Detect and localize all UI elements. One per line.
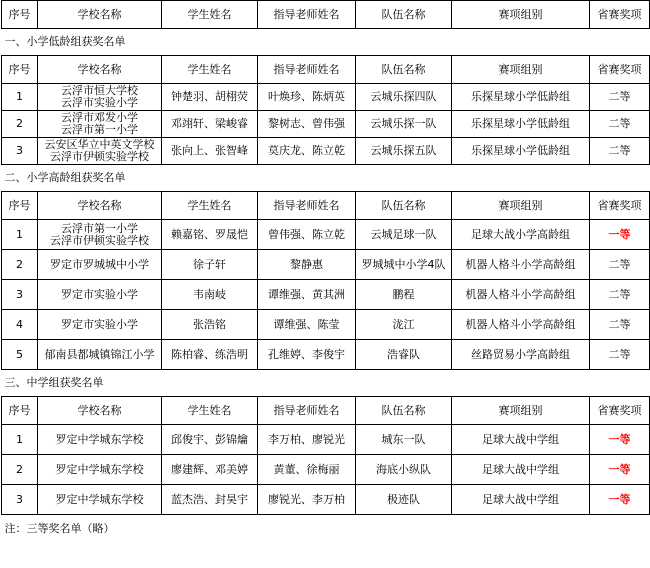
- cell-award: 二等: [590, 280, 650, 310]
- cell-no: 3: [2, 280, 38, 310]
- header-no: 序号: [2, 192, 38, 220]
- header-student: 学生姓名: [162, 1, 258, 29]
- school-name: 云浮市实验小学: [61, 96, 138, 109]
- cell-no: 1: [2, 220, 38, 250]
- cell-event: 足球大战中学组: [452, 485, 590, 515]
- cell-school: [38, 340, 162, 370]
- cell-award: 二等: [590, 84, 650, 111]
- cell-event: 乐探星球小学低龄组: [452, 111, 590, 138]
- cell-award: 二等: [590, 310, 650, 340]
- award-table-body: [2, 1, 650, 544]
- school-name: 郁南县都城镇锦江小学: [44, 347, 155, 361]
- header-event: 赛项组别: [452, 397, 590, 425]
- header-team: 队伍名称: [356, 56, 452, 84]
- table-header-row: [2, 56, 650, 84]
- cell-teacher: 黄董、徐梅丽: [258, 455, 356, 485]
- cell-event: 机器人格斗小学高龄组: [452, 310, 590, 340]
- header-team: 队伍名称: [356, 192, 452, 220]
- table-row: [2, 250, 650, 280]
- cell-student: 张向上、张智峰: [162, 138, 258, 165]
- cell-team: 鹏程: [356, 280, 452, 310]
- header-award: 省赛奖项: [590, 397, 650, 425]
- cell-team: 云城乐探五队: [356, 138, 452, 165]
- cell-school: [38, 250, 162, 280]
- cell-team: 浩睿队: [356, 340, 452, 370]
- cell-student: 赖嘉铭、罗晟恺: [162, 220, 258, 250]
- cell-team: 云城足球一队: [356, 220, 452, 250]
- cell-team: 海底小纵队: [356, 455, 452, 485]
- header-no: 序号: [2, 397, 38, 425]
- cell-student: 徐子轩: [162, 250, 258, 280]
- table-row: [2, 138, 650, 165]
- header-teacher: 指导老师姓名: [258, 397, 356, 425]
- cell-school: [38, 138, 162, 165]
- header-student: 学生姓名: [162, 397, 258, 425]
- cell-team: 城东一队: [356, 425, 452, 455]
- cell-team: 云城乐探一队: [356, 111, 452, 138]
- header-school: 学校名称: [38, 1, 162, 29]
- cell-teacher: 叶焕珍、陈炳英: [258, 84, 356, 111]
- cell-teacher: 谭维强、黄其洲: [258, 280, 356, 310]
- table-row: [2, 310, 650, 340]
- cell-no: 4: [2, 310, 38, 340]
- header-team: 队伍名称: [356, 1, 452, 29]
- cell-student: 廖建辉、邓美婷: [162, 455, 258, 485]
- note-row: [2, 515, 650, 544]
- header-award: 省赛奖项: [590, 1, 650, 29]
- cell-award: 二等: [590, 250, 650, 280]
- cell-teacher: 黎静惠: [258, 250, 356, 280]
- cell-teacher: 黎树志、曾伟强: [258, 111, 356, 138]
- cell-event: 机器人格斗小学高龄组: [452, 280, 590, 310]
- school-name: 云安区华立中英文学校: [44, 138, 155, 151]
- table-row: [2, 455, 650, 485]
- cell-award: 二等: [590, 340, 650, 370]
- table-row: [2, 340, 650, 370]
- header-team: 队伍名称: [356, 397, 452, 425]
- section-title-row: [2, 370, 650, 397]
- header-teacher: 指导老师姓名: [258, 1, 356, 29]
- cell-school: [38, 310, 162, 340]
- cell-event: 机器人格斗小学高龄组: [452, 250, 590, 280]
- header-event: 赛项组别: [452, 56, 590, 84]
- header-school: 学校名称: [38, 397, 162, 425]
- note-text: 注：三等奖名单（略）: [4, 522, 115, 535]
- award-table: [1, 0, 650, 543]
- cell-no: 1: [2, 84, 38, 111]
- cell-no: 2: [2, 111, 38, 138]
- cell-student: 邓翊轩、梁峻睿: [162, 111, 258, 138]
- header-no: 序号: [2, 1, 38, 29]
- header-no: 序号: [2, 56, 38, 84]
- school-name: 云浮市伊顿实验学校: [50, 233, 149, 247]
- cell-no: 3: [2, 485, 38, 515]
- cell-student: 邱俊宇、彭锦爚: [162, 425, 258, 455]
- school-name: 云浮市恒大学校: [61, 84, 138, 97]
- cell-award: 一等: [590, 455, 650, 485]
- table-header-row: [2, 397, 650, 425]
- header-school: 学校名称: [38, 192, 162, 220]
- cell-team: 泷江: [356, 310, 452, 340]
- cell-no: 2: [2, 250, 38, 280]
- school-name: 云浮市第一小学: [61, 123, 138, 136]
- table-row: [2, 84, 650, 111]
- cell-award: 二等: [590, 138, 650, 165]
- cell-no: 2: [2, 455, 38, 485]
- cell-no: 1: [2, 425, 38, 455]
- section-title: 二、小学高龄组获奖名单: [2, 165, 650, 192]
- cell-school: [38, 485, 162, 515]
- cell-school: [38, 455, 162, 485]
- cell-school: [38, 84, 162, 111]
- header-teacher: 指导老师姓名: [258, 56, 356, 84]
- cell-teacher: 廖锐光、李万柏: [258, 485, 356, 515]
- cell-student: 张浩铭: [162, 310, 258, 340]
- header-event: 赛项组别: [452, 1, 590, 29]
- cell-event: 乐探星球小学低龄组: [452, 84, 590, 111]
- table-row: [2, 111, 650, 138]
- cell-award: 一等: [590, 220, 650, 250]
- cell-no: 3: [2, 138, 38, 165]
- section-title: 三、中学组获奖名单: [2, 370, 650, 397]
- school-name: 罗定中学城东学校: [55, 462, 144, 476]
- section-title-row: [2, 29, 650, 56]
- cell-event: 丝路贸易小学高龄组: [452, 340, 590, 370]
- header-award: 省赛奖项: [590, 192, 650, 220]
- section-title-row: [2, 165, 650, 192]
- cell-team: 云城乐探四队: [356, 84, 452, 111]
- school-name: 罗定市实验小学: [61, 287, 138, 301]
- cell-award: 一等: [590, 425, 650, 455]
- school-name: 云浮市伊顿实验学校: [50, 150, 149, 163]
- cell-teacher: 莫庆龙、陈立乾: [258, 138, 356, 165]
- table-header-row: [2, 192, 650, 220]
- school-name: 云浮市邓发小学: [61, 111, 138, 124]
- header-student: 学生姓名: [162, 56, 258, 84]
- cell-teacher: 李万柏、廖锐光: [258, 425, 356, 455]
- table-row: [2, 485, 650, 515]
- table-header-row: [2, 1, 650, 29]
- cell-teacher: 孔维婷、李俊宇: [258, 340, 356, 370]
- cell-school: [38, 220, 162, 250]
- header-student: 学生姓名: [162, 192, 258, 220]
- table-row: [2, 220, 650, 250]
- header-award: 省赛奖项: [590, 56, 650, 84]
- cell-team: 极迹队: [356, 485, 452, 515]
- school-name: 云浮市第一小学: [61, 221, 138, 235]
- cell-event: 足球大战中学组: [452, 425, 590, 455]
- header-teacher: 指导老师姓名: [258, 192, 356, 220]
- school-name: 罗定中学城东学校: [55, 432, 144, 446]
- cell-teacher: 谭维强、陈莹: [258, 310, 356, 340]
- cell-no: 5: [2, 340, 38, 370]
- school-name: 罗定市实验小学: [61, 317, 138, 331]
- cell-student: 陈柏睿、练浩明: [162, 340, 258, 370]
- section-title: 一、小学低龄组获奖名单: [2, 29, 650, 56]
- table-row: [2, 280, 650, 310]
- cell-school: [38, 111, 162, 138]
- cell-student: 钟楚羽、胡栩荧: [162, 84, 258, 111]
- header-event: 赛项组别: [452, 192, 590, 220]
- school-name: 罗定市罗城城中小学: [50, 257, 149, 271]
- cell-student: 韦南岐: [162, 280, 258, 310]
- cell-event: 乐探星球小学低龄组: [452, 138, 590, 165]
- table-row: [2, 425, 650, 455]
- school-name: 罗定中学城东学校: [55, 492, 144, 506]
- cell-award: 一等: [590, 485, 650, 515]
- cell-event: 足球大战小学高龄组: [452, 220, 590, 250]
- cell-teacher: 曾伟强、陈立乾: [258, 220, 356, 250]
- cell-team: 罗城城中小学4队: [356, 250, 452, 280]
- header-school: 学校名称: [38, 56, 162, 84]
- cell-school: [38, 425, 162, 455]
- cell-school: [38, 280, 162, 310]
- cell-student: 蓝杰浩、封昊宇: [162, 485, 258, 515]
- cell-award: 二等: [590, 111, 650, 138]
- cell-event: 足球大战中学组: [452, 455, 590, 485]
